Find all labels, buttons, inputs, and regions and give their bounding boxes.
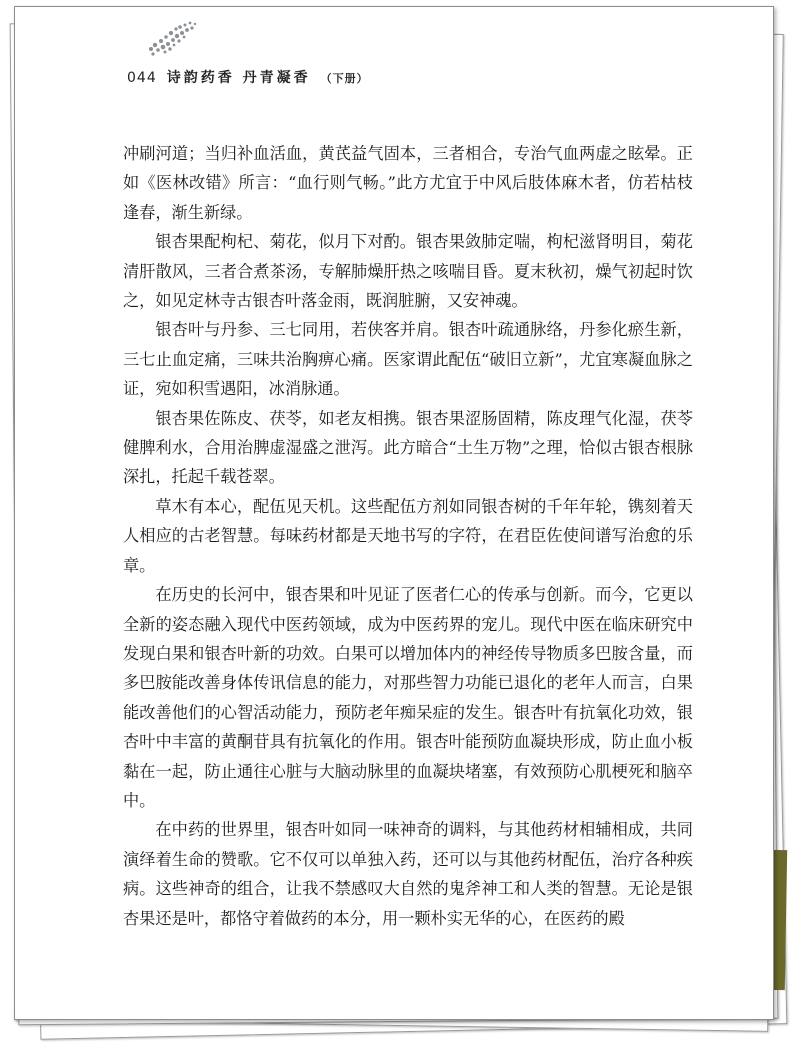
page-number: 044 xyxy=(127,70,157,86)
body-text xyxy=(123,139,693,933)
paragraph: 草木有本心，配伍见天机。这些配伍方剂如同银杏树的千年年轮，镌刻着天人相应的古老智慧。每味药材都是天地书写的字符，在君臣佐使间谱写治愈的乐章。 xyxy=(123,496,693,575)
paragraph: 在中药的世界里，银杏叶如同一味神奇的调料，与其他药材相辅相成，共同演绎着生命的赞歌。它不仅可以单独入药，还可以与其他药材配伍，治疗各种疾病。这些神奇的组合，让我不禁感叹大自然的鬼斧神工和人类的智慧。无论是银杏果还是叶，都恪守着做药的本分，用一颗朴实无华的心，在医药的殿 xyxy=(123,820,693,928)
book-title: 诗韵药香 丹青凝香 xyxy=(166,70,311,86)
volume-label: （下册） xyxy=(320,72,369,85)
running-head xyxy=(127,67,369,87)
paragraph: 冲刷河道；当归补血活血，黄芪益气固本，三者相合，专治气血两虚之眩晕。正如《医林改错》所言：“血行则气畅。”此方尤宜于中风后肢体麻木者，仿若枯枝逢春，渐生新绿。 xyxy=(123,144,693,222)
paragraph: 银杏果佐陈皮、茯苓，如老友相携。银杏果涩肠固精，陈皮理气化湿，茯苓健脾利水，合用治脾虚湿盛之泄泻。此方暗合“土生万物”之理，恰似古银杏根脉深扎，托起千载苍翠。 xyxy=(123,408,693,487)
book-page xyxy=(14,6,774,1020)
paragraph: 在历史的长河中，银杏果和叶见证了医者仁心的传承与创新。而今，它更以全新的姿态融入现代中医药领域，成为中医药界的宠儿。现代中医在临床研究中发现白果和银杏叶新的功效。白果可以增加体内的神经传导物质多巴胺含量，而多巴胺能改善身体传讯信息的能力，对那些智力功能已退化的老年人而言，白果能改善他们的心智活动能力，预防老年痴呆症的发生。银杏叶有抗氧化功效，银杏叶中丰富的黄酮苷具有抗氧化的作用。银杏叶能预防血凝块形成，防止血小板黏在一起，防止通往心脏与大脑动脉里的血凝块堵塞，有效预防心肌梗死和脑卒中。 xyxy=(123,585,693,810)
leaf-ornament-icon xyxy=(143,19,203,61)
paragraph: 银杏果配枸杞、菊花，似月下对酌。银杏果敛肺定喘，枸杞滋肾明目，菊花清肝散风，三者合煮茶汤，专解肺燥肝热之咳喘目昏。夏末秋初，燥气初起时饮之，如见定林寺古银杏叶落金雨，既润脏腑，又安神魂。 xyxy=(123,232,693,311)
paragraph: 银杏叶与丹参、三七同用，若侠客并肩。银杏叶疏通脉络，丹参化瘀生新，三七止血定痛，三味共治胸痹心痛。医家谓此配伍“破旧立新”，尤宜寒凝血脉之证，宛如积雪遇阳，冰消脉通。 xyxy=(123,320,693,399)
